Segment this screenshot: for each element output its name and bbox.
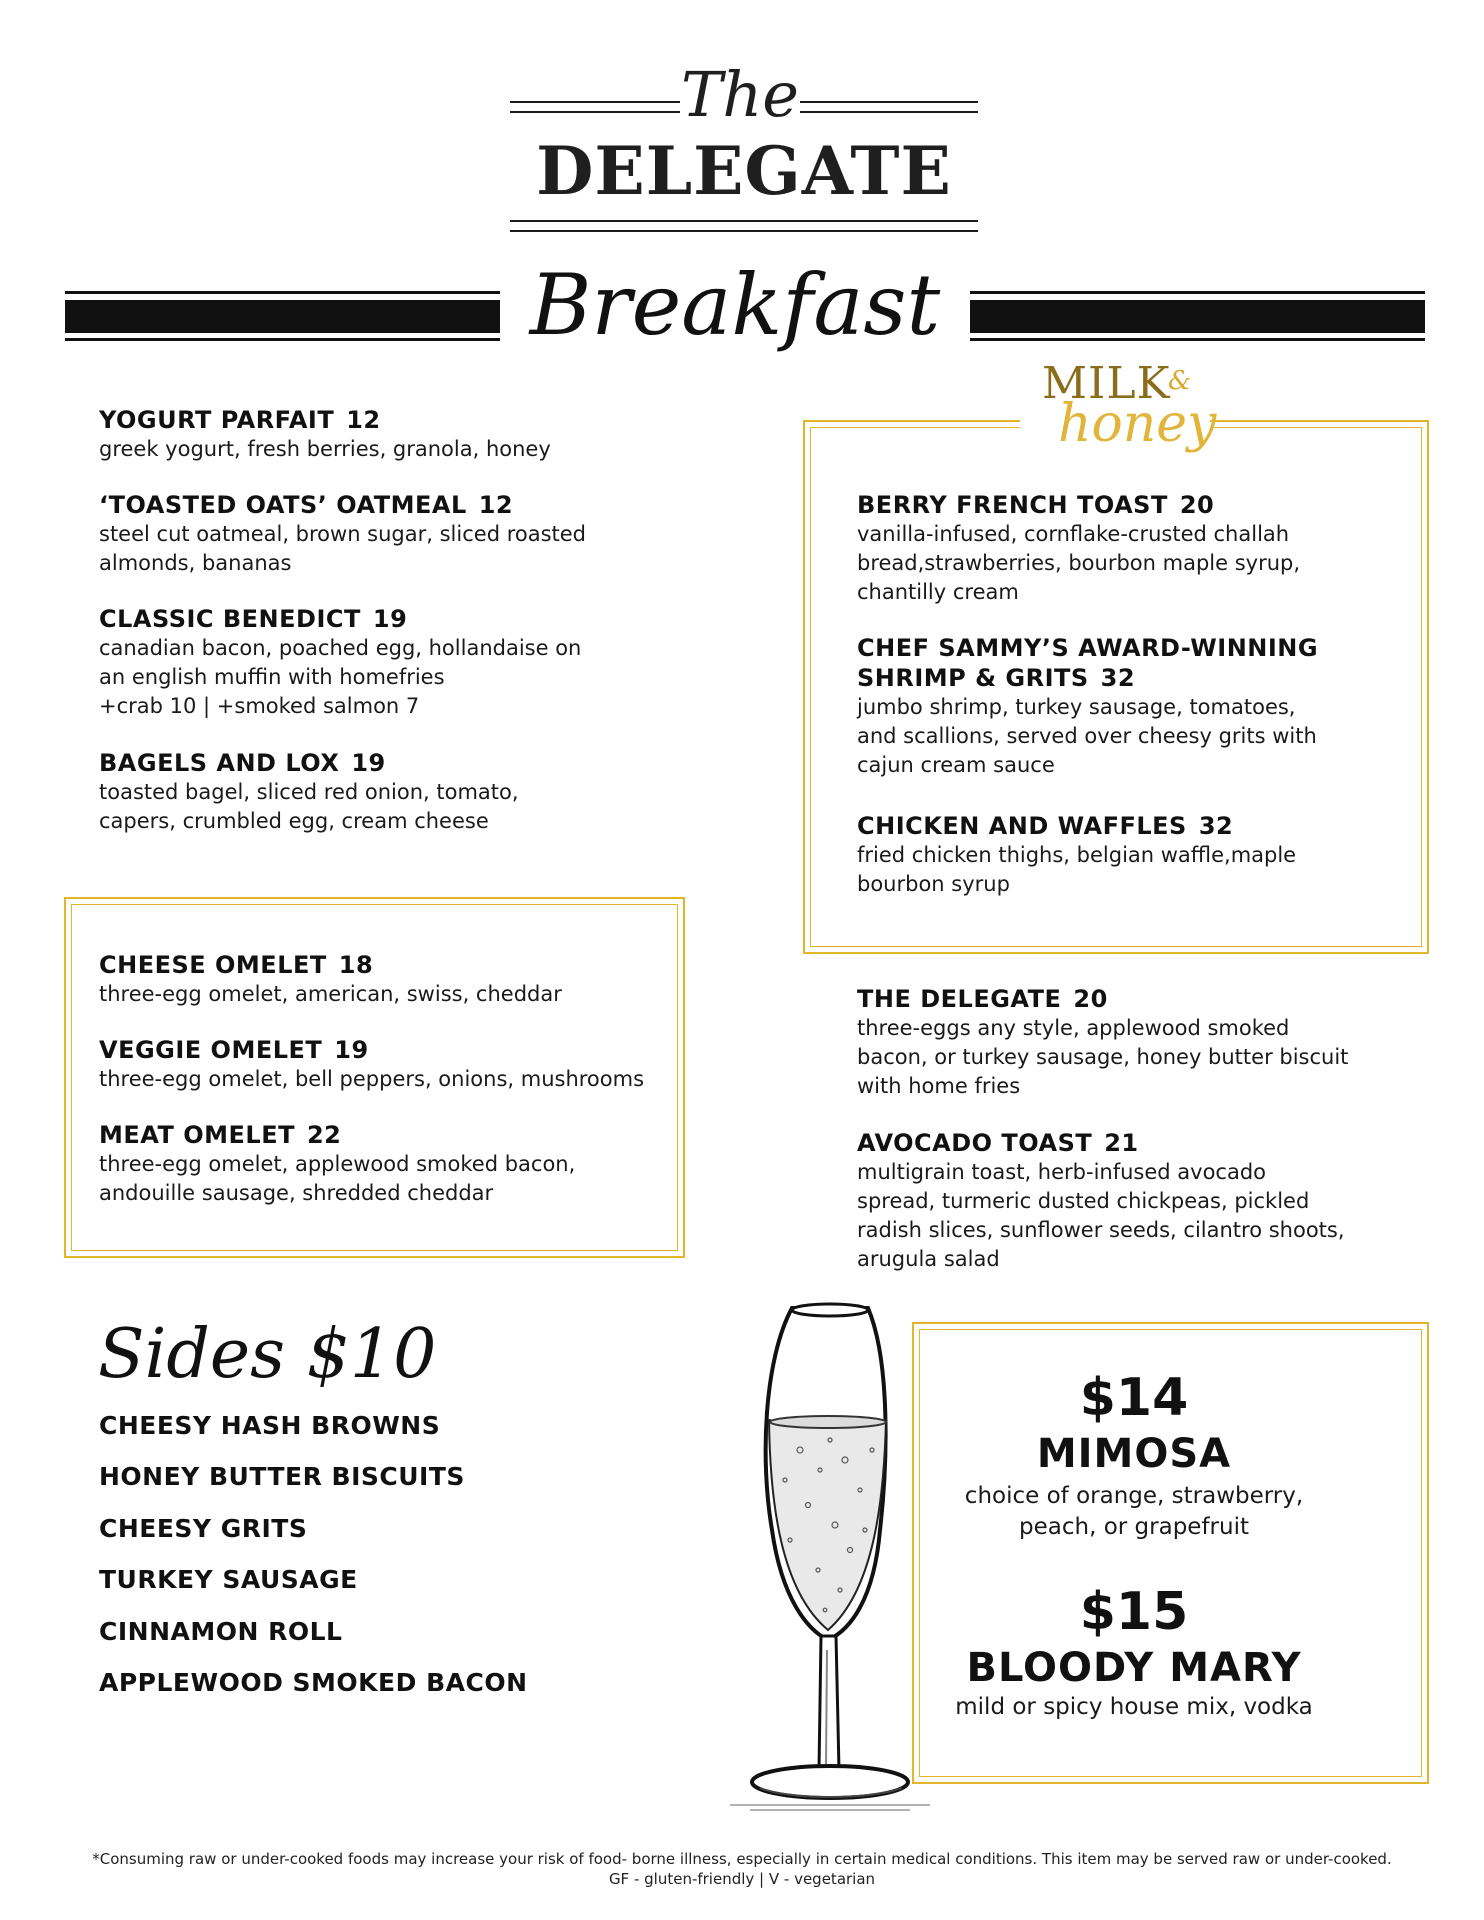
logo-name: DELEGATE bbox=[536, 132, 952, 210]
item-name: SHRIMP & GRITS bbox=[857, 664, 1089, 692]
item-desc: steel cut oatmeal, brown sugar, sliced roasted bbox=[99, 522, 587, 546]
item-desc: +crab 10 | +smoked salmon 7 bbox=[99, 694, 420, 718]
milk-honey-amp: & bbox=[1168, 366, 1192, 396]
item-name: ‘TOASTED OATS’ OATMEAL bbox=[99, 491, 467, 519]
logo-the: The bbox=[681, 58, 799, 131]
item-price: 32 bbox=[1198, 812, 1234, 840]
item-desc: canadian bacon, poached egg, hollandaise on bbox=[99, 636, 582, 660]
drink-desc: peach, or grapefruit bbox=[1019, 1514, 1249, 1540]
item-name: YOGURT PARFAIT bbox=[99, 406, 335, 434]
item-desc: fried chicken thighs, belgian waffle,maple bbox=[857, 843, 1297, 867]
menu-item bbox=[857, 1128, 1345, 1274]
drink-desc: mild or spicy house mix, vodka bbox=[955, 1694, 1313, 1720]
menu-item bbox=[99, 1120, 575, 1208]
item-desc: jumbo shrimp, turkey sausage, tomatoes, bbox=[857, 695, 1296, 719]
item-price: 22 bbox=[306, 1121, 342, 1149]
menu-item bbox=[857, 633, 1318, 780]
item-price: 18 bbox=[338, 951, 374, 979]
item-desc: and scallions, served over cheesy grits with bbox=[857, 724, 1317, 748]
champagne-glass-icon bbox=[690, 1300, 940, 1820]
drink-price: $14 bbox=[1079, 1368, 1189, 1428]
item-name: VEGGIE OMELET bbox=[99, 1036, 323, 1064]
menu-item bbox=[99, 748, 519, 836]
footnote-disclaimer: *Consuming raw or under-cooked foods may increase your risk of food- borne illness, especially in certain medical conditions. This item may be served raw or under-cooked. bbox=[92, 1850, 1392, 1868]
menu-item bbox=[99, 604, 581, 721]
item-desc: greek yogurt, fresh berries, granola, honey bbox=[99, 437, 551, 461]
menu-item bbox=[99, 405, 551, 464]
item-desc: andouille sausage, shredded cheddar bbox=[99, 1181, 494, 1205]
milk-honey-honey: honey bbox=[1058, 394, 1217, 454]
item-desc: spread, turmeric dusted chickpeas, pickled bbox=[857, 1189, 1310, 1213]
side-item: CHEESY GRITS bbox=[99, 1514, 308, 1543]
item-price: 19 bbox=[334, 1036, 369, 1064]
item-name: CLASSIC BENEDICT bbox=[99, 605, 361, 633]
side-item: TURKEY SAUSAGE bbox=[99, 1565, 358, 1594]
menu-item bbox=[99, 1035, 644, 1094]
item-price: 19 bbox=[351, 749, 386, 777]
item-desc: almonds, bananas bbox=[99, 551, 292, 575]
item-desc: three-egg omelet, american, swiss, cheddar bbox=[99, 982, 562, 1006]
item-name: AVOCADO TOAST bbox=[857, 1129, 1093, 1157]
milk-honey-logo bbox=[1020, 352, 1217, 482]
footnote-legend: GF - gluten-friendly | V - vegetarian bbox=[608, 1870, 876, 1888]
item-desc: radish slices, sunflower seeds, cilantro shoots, bbox=[857, 1218, 1345, 1242]
menu-item bbox=[99, 490, 586, 578]
drink-price: $15 bbox=[1079, 1582, 1189, 1642]
item-desc: cajun cream sauce bbox=[857, 753, 1055, 777]
item-name: BAGELS AND LOX bbox=[99, 749, 340, 777]
item-price: 20 bbox=[1073, 985, 1108, 1013]
sides-title: Sides $10 bbox=[98, 1315, 437, 1394]
item-desc: bread,strawberries, bourbon maple syrup, bbox=[857, 551, 1301, 575]
item-price: 12 bbox=[478, 491, 514, 519]
item-name: MEAT OMELET bbox=[99, 1121, 295, 1149]
side-item: APPLEWOOD SMOKED BACON bbox=[99, 1668, 528, 1697]
item-desc: three-egg omelet, bell peppers, onions, mushrooms bbox=[99, 1067, 645, 1091]
item-name: CHEESE OMELET bbox=[99, 951, 327, 979]
item-price: 20 bbox=[1179, 491, 1215, 519]
item-name: CHICKEN AND WAFFLES bbox=[857, 812, 1187, 840]
drink-desc: choice of orange, strawberry, bbox=[964, 1483, 1304, 1509]
milk-honey-milk: MILK bbox=[1042, 358, 1171, 409]
item-desc: capers, crumbled egg, cream cheese bbox=[99, 809, 489, 833]
menu-item bbox=[857, 984, 1348, 1101]
item-name: BERRY FRENCH TOAST bbox=[857, 491, 1168, 519]
item-price: 21 bbox=[1104, 1129, 1139, 1157]
item-desc: with home fries bbox=[857, 1074, 1021, 1098]
item-desc: three-egg omelet, applewood smoked bacon, bbox=[99, 1152, 576, 1176]
side-item: HONEY BUTTER BISCUITS bbox=[99, 1462, 465, 1491]
side-item: CHEESY HASH BROWNS bbox=[99, 1411, 441, 1440]
item-desc: bourbon syrup bbox=[857, 872, 1010, 896]
item-price: 12 bbox=[346, 406, 381, 434]
item-name: THE DELEGATE bbox=[857, 985, 1062, 1013]
menu-item bbox=[857, 490, 1300, 607]
item-desc: multigrain toast, herb-infused avocado bbox=[857, 1160, 1267, 1184]
item-price: 32 bbox=[1100, 664, 1136, 692]
item-desc: arugula salad bbox=[857, 1247, 1000, 1271]
drink-name: BLOODY MARY bbox=[966, 1645, 1302, 1691]
side-item: CINNAMON ROLL bbox=[99, 1617, 343, 1646]
drink-name: MIMOSA bbox=[1036, 1431, 1232, 1477]
item-price: 19 bbox=[372, 605, 408, 633]
item-desc: vanilla-infused, cornflake-crusted challah bbox=[857, 522, 1290, 546]
item-desc: bacon, or turkey sausage, honey butter biscuit bbox=[857, 1045, 1349, 1069]
section-title: Breakfast bbox=[500, 255, 970, 365]
item-name: CHEF SAMMY’S AWARD-WINNING bbox=[857, 634, 1319, 662]
item-desc: toasted bagel, sliced red onion, tomato, bbox=[99, 780, 519, 804]
menu-item bbox=[99, 950, 562, 1009]
item-desc: three-eggs any style, applewood smoked bbox=[857, 1016, 1290, 1040]
item-desc: chantilly cream bbox=[857, 580, 1019, 604]
menu-item bbox=[857, 811, 1296, 899]
item-desc: an english muffin with homefries bbox=[99, 665, 445, 689]
